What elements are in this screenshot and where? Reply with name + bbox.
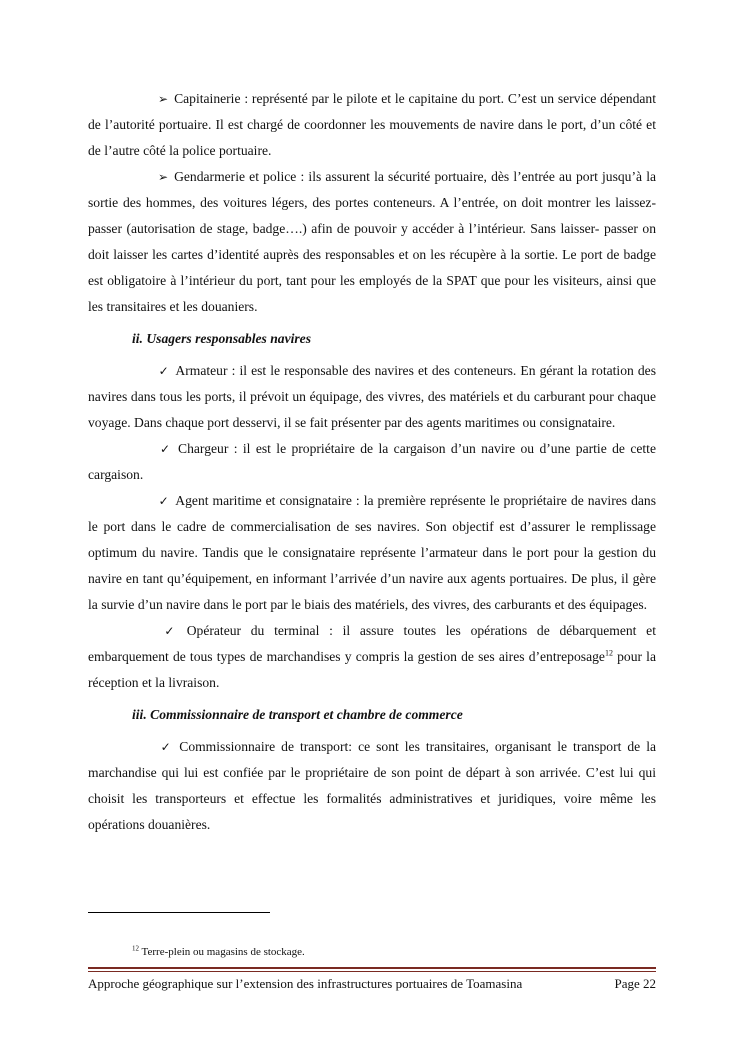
paragraph-capitainerie — [88, 86, 656, 164]
arrow-bullet-icon: ➢ — [158, 92, 169, 106]
paragraph-armateur — [88, 358, 656, 436]
page-footer — [88, 976, 656, 992]
heading-usagers: ii. Usagers responsables navires — [132, 331, 311, 346]
footnote-number: 12 — [132, 944, 139, 953]
text-armateur: : il est le responsable des navires et des conteneurs. En gérant la rotation des navires dans tous les ports, il prévoit un équipage, des vivres, des matériels et du carburant pour chaque voyage. Dans chaque port desservi, il se fait présenter par des agents maritimes ou consignataire. — [88, 363, 656, 430]
footnote-text: Terre-plein ou magasins de stockage. — [139, 946, 305, 958]
paragraph-gendarmerie — [88, 164, 656, 320]
check-bullet-icon: ✓ — [158, 442, 173, 456]
paragraph-chargeur — [88, 436, 656, 488]
page-number: Page 22 — [614, 976, 656, 991]
footer-rule-thick — [88, 967, 656, 969]
check-bullet-icon: ✓ — [158, 740, 174, 754]
paragraph-operateur — [88, 618, 656, 696]
footnote — [132, 946, 305, 958]
term-commissionnaire: Commissionnaire de transport — [179, 739, 349, 754]
text-gendarmerie: : ils assurent la sécurité portuaire, dès l’entrée au port jusqu’à la sortie des hommes, des voitures légers, des portes conteneurs. A l’entrée, on doit montrer les laissez-passer (autorisation de stage, badge….) afin de pouvoir y accéder à l’intérieur. Sans laisser- passer on doit laisser les cartes d’identité auprès des responsables et on les récupère à la sortie. Le port de badge est obligatoire à l’intérieur du port, tant pour les employés de la SPAT que pour les visiteurs, ainsi que les transitaires et les douaniers. — [88, 169, 656, 314]
footnote-divider — [88, 912, 270, 913]
check-bullet-icon: ✓ — [158, 624, 181, 638]
footer-rule-thin — [88, 971, 656, 972]
text-commissionnaire: : ce sont les transitaires, organisant le transport de la marchandise qui lui est confiée par le propriétaire de son point de départ à son arrivée. C’est lui qui choisit les transporteurs et effectue les formalités administratives et juridiques, voire même les opérations douanières. — [88, 739, 656, 832]
document-body — [88, 86, 656, 838]
check-bullet-icon: ✓ — [158, 494, 170, 508]
paragraph-agent — [88, 488, 656, 618]
term-agent: Agent maritime et consignataire — [175, 493, 352, 508]
footer-title: Approche géographique sur l’extension des infrastructures portuaires de Toamasina — [88, 976, 523, 991]
term-capitainerie: Capitainerie — [174, 91, 241, 106]
term-gendarmerie: Gendarmerie et police — [174, 169, 297, 184]
text-operateur-after: pour la réception et la livraison. — [88, 649, 656, 690]
term-armateur: Armateur — [175, 363, 228, 378]
text-chargeur: : il est le propriétaire de la cargaison d’un navire ou d’une partie de cette cargaison. — [88, 441, 656, 482]
paragraph-commissionnaire — [88, 734, 656, 838]
text-agent: : la première représente le propriétaire de navires dans le port dans le cadre de commercialisation de ses navires. Son objectif est d’assurer le remplissage optimum du navire. Tandis que le consignataire représente l’armateur dans le port pour la gestion du navire en tant qu’équipement, en informant l’arrivée d’un navire aux agents portuaires. De plus, il gère la survie d’un navire dans le port par le biais des matériels, des vivres, des carburants et des équipages. — [88, 493, 656, 612]
term-chargeur: Chargeur — [178, 441, 229, 456]
check-bullet-icon: ✓ — [158, 364, 170, 378]
footnote-ref[interactable]: 12 — [604, 648, 613, 658]
term-operateur: Opérateur du terminal — [186, 623, 320, 638]
heading-commission: iii. Commissionnaire de transport et chambre de commerce — [132, 707, 463, 722]
arrow-bullet-icon: ➢ — [158, 170, 169, 184]
text-operateur: : il assure toutes les opérations de débarquement et embarquement de tous types de marchandises y compris la gestion de ses aires d’entreposage — [88, 623, 656, 664]
text-capitainerie: : représenté par le pilote et le capitaine du port. C’est un service dépendant de l’autorité portuaire. Il est chargé de coordonner les mouvements de navire dans le port, d’un côté et de l’autre côté la police portuaire. — [88, 91, 656, 158]
